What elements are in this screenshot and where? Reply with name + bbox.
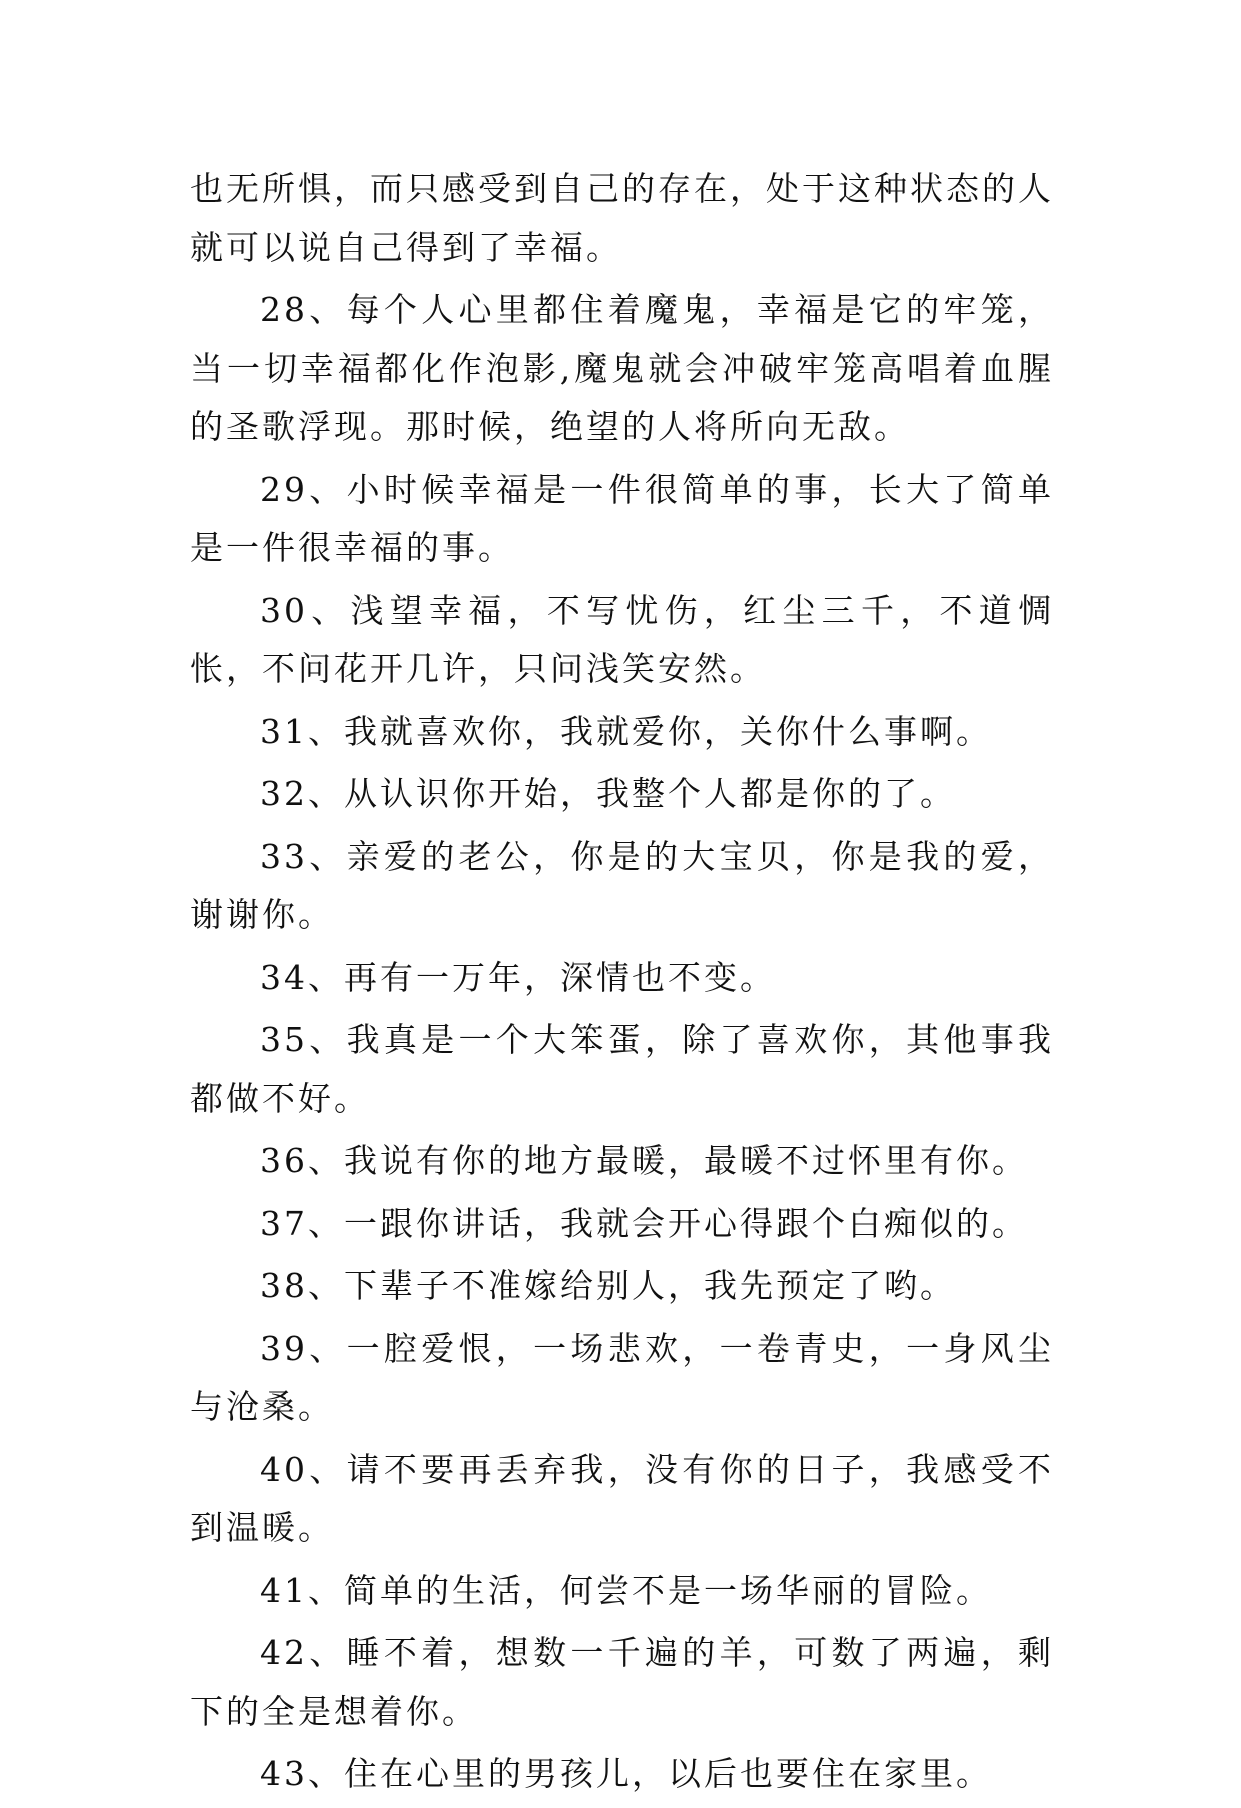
paragraph-30: 30、浅望幸福，不写忧伤，红尘三千，不道惆怅，不问花开几许，只问浅笑安然。 (190, 590, 1054, 688)
paragraph-33: 33、亲爱的老公，你是的大宝贝，你是我的爱，谢谢你。 (190, 836, 1054, 934)
paragraph-32: 32、从认识你开始，我整个人都是你的了。 (260, 774, 956, 813)
paragraph-41: 41、简单的生活，何尝不是一场华丽的冒险。 (260, 1570, 992, 1610)
paragraph-28: 28、每个人心里都住着魔鬼，幸福是它的牢笼，当一切幸福都化作泡影,魔鬼就会冲破牢笼高唱着血腥的圣歌浮现。那时候，绝望的人将所向无敌。 (190, 290, 1054, 446)
paragraph-29: 29、小时候幸福是一件很简单的事，长大了简单是一件很幸福的事。 (190, 469, 1054, 567)
paragraph-37: 37、一跟你讲话，我就会开心得跟个白痴似的。 (260, 1203, 1028, 1243)
document-page (190, 160, 1054, 1808)
paragraph-36: 36、我说有你的地方最暖，最暖不过怀里有你。 (260, 1141, 1028, 1180)
paragraph-38: 38、下辈子不准嫁给别人，我先预定了哟。 (260, 1266, 956, 1305)
paragraph-31: 31、我就喜欢你，我就爱你，关你什么事啊。 (260, 711, 992, 751)
paragraph-35: 35、我真是一个大笨蛋，除了喜欢你，其他事我都做不好。 (190, 1020, 1054, 1118)
paragraph-42: 42、睡不着，想数一千遍的羊，可数了两遍，剩下的全是想着你。 (190, 1633, 1054, 1731)
paragraph-43: 43、住在心里的男孩儿，以后也要住在家里。 (260, 1754, 992, 1793)
paragraph-40: 40、请不要再丢弃我，没有你的日子，我感受不到温暖。 (190, 1449, 1054, 1547)
paragraph-34: 34、再有一万年，深情也不变。 (260, 957, 776, 997)
paragraph-39: 39、一腔爱恨，一场悲欢，一卷青史，一身风尘与沧桑。 (190, 1328, 1054, 1426)
paragraph-continuation: 也无所惧，而只感受到自己的存在，处于这种状态的人就可以说自己得到了幸福。 (190, 169, 1054, 267)
